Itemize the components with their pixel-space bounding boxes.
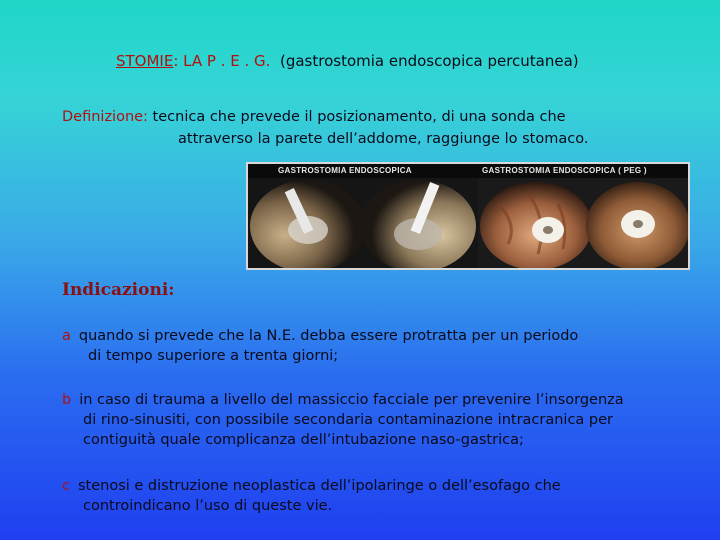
definition-label: Definizione:: [62, 109, 148, 125]
right-image-caption: GASTROSTOMIA ENDOSCOPICA ( PEG ): [478, 164, 688, 178]
indication-line: contiguità quale complicanza dell’intubazione naso-gastrica;: [83, 432, 524, 448]
definition-line2: attraverso la parete dell’addome, raggiunge lo stomaco.: [178, 131, 589, 147]
endoscopy-photo-left: [248, 164, 478, 268]
endoscopy-images: [246, 162, 690, 270]
title-description: (gastrostomia endoscopica percutanea): [279, 52, 579, 70]
indication-line: di tempo superiore a trenta giorni;: [88, 348, 339, 364]
definition: [62, 106, 588, 150]
indications-heading: Indicazioni:: [62, 280, 175, 300]
endoscopy-photo-right: [478, 164, 688, 268]
indication-item-c: [62, 476, 561, 516]
indication-line: stenosi e distruzione neoplastica dell’ipolaringe o dell’esofago che: [77, 478, 561, 494]
indication-letter: a: [62, 328, 71, 344]
indication-line: in caso di trauma a livello del massiccio facciale per prevenire l’insorgenza: [79, 392, 624, 408]
endoscopy-image-left: [248, 164, 478, 268]
definition-line1: tecnica che prevede il posizionamento, di una sonda che: [147, 109, 566, 125]
left-image-caption: GASTROSTOMIA ENDOSCOPICA: [248, 164, 478, 178]
endoscopy-image-right: [478, 164, 688, 268]
indication-letter: c: [62, 478, 70, 494]
indication-letter: b: [62, 392, 72, 408]
indication-line: di rino-sinusiti, con possibile secondaria contaminazione intracranica per: [83, 412, 614, 428]
indication-line: quando si prevede che la N.E. debba essere protratta per un periodo: [78, 328, 579, 344]
indication-item-a: [62, 326, 578, 366]
slide-title: [116, 52, 579, 70]
title-stomie: STOMIE: [116, 52, 174, 70]
indication-line: controindicano l’uso di queste vie.: [83, 498, 333, 514]
title-colon: :: [173, 52, 179, 70]
title-peg: LA P . E . G.: [178, 52, 271, 70]
indication-item-b: [62, 390, 624, 450]
